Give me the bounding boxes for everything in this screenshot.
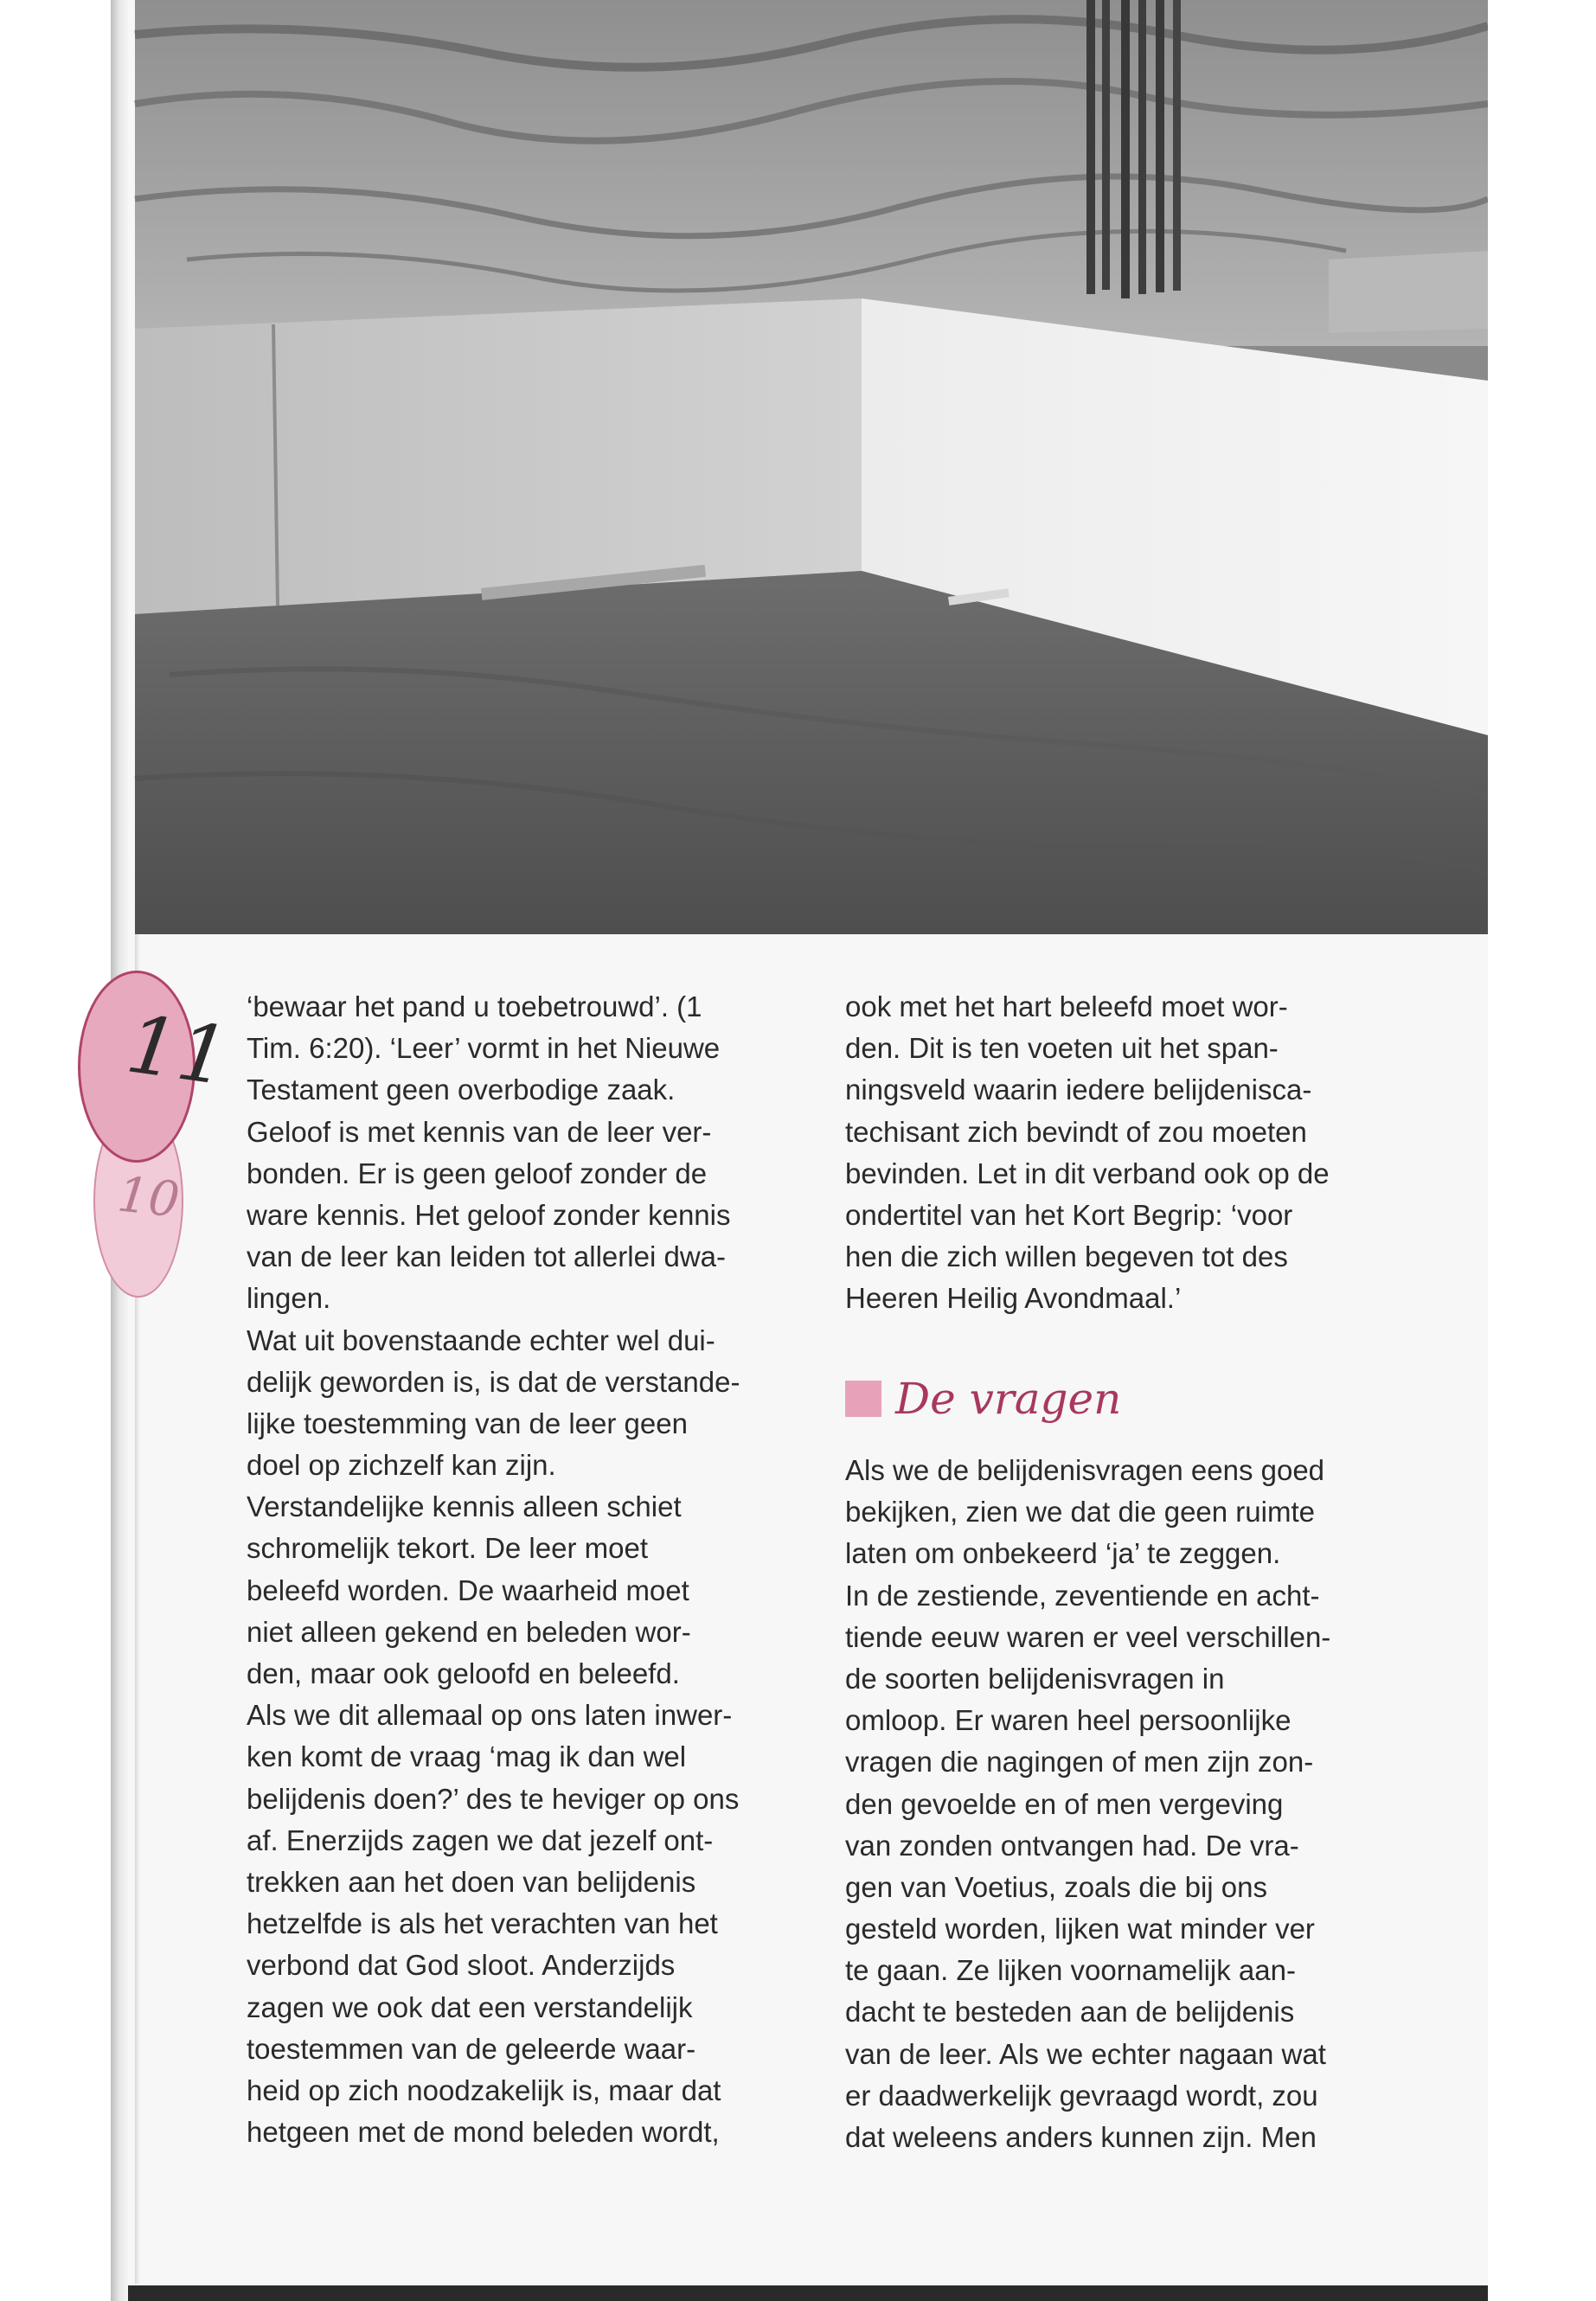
text-line: beleefd worden. De waarheid moet [247,1574,689,1606]
text-line: Heeren Heilig Avondmaal.’ [845,1282,1182,1315]
text-line: gen van Voetius, zoals die bij ons [845,1870,1267,1903]
section-heading [845,1368,1121,1429]
text-line: ware kennis. Het geloof zonder kennis [247,1198,731,1231]
chapter-tab-11 [78,971,234,1163]
text-line: Geloof is met kennis van de leer ver- [247,1115,712,1148]
text-line: Als we de belijdenisvragen eens goed [845,1454,1325,1486]
text-line: ningsveld waarin iedere belijdenisca- [845,1074,1312,1106]
text-line: In de zestiende, zeventiende en acht- [845,1579,1320,1612]
text-line: bekijken, zien we dat die geen ruimte [845,1496,1315,1529]
text-line: ken komt de vraag ‘mag ik dan wel [247,1740,687,1773]
text-line: delijk geworden is, is dat de verstande- [247,1365,740,1398]
text-line: Als we dit allemaal op ons laten inwer- [247,1699,733,1732]
heading-marker-square-icon [845,1381,881,1417]
text-line: hen die zich willen begeven tot des [845,1240,1288,1273]
text-line: den. Dit is ten voeten uit het span- [845,1032,1279,1065]
text-line: schromelijk tekort. De leer moet [247,1532,648,1565]
text-line: Verstandelijke kennis alleen schiet [247,1490,682,1523]
text-line: Wat uit bovenstaande echter wel dui- [247,1324,715,1356]
text-line: bevinden. Let in dit verband ook op de [845,1157,1330,1189]
scan-margin-left [0,0,112,2301]
text-line: Testament geen overbodige zaak. [247,1074,676,1106]
text-line: toestemmen van de geleerde waar- [247,2032,696,2065]
scan-margin-right [1488,0,1596,2301]
text-line: dacht te besteden aan de belijdenis [845,1996,1295,2029]
text-line: te gaan. Ze lijken voornamelijk aan- [845,1954,1296,1987]
chapter-tab-11-label: 11 [121,997,234,1104]
text-line: heid op zich noodzakelijk is, maar dat [247,2073,721,2106]
right-text-column-lower [845,1450,1416,2158]
text-line: van zonden ontvangen had. De vra- [845,1829,1299,1862]
text-line: zagen we ook dat een verstandelijk [247,1990,693,2023]
text-line: ook met het hart beleefd moet wor- [845,990,1288,1022]
text-line: van de leer kan leiden tot allerlei dwa- [247,1240,726,1273]
text-line: van de leer. Als we echter nagaan wat [845,2037,1326,2070]
text-line: vragen die nagingen of men zijn zon- [845,1746,1314,1779]
left-text-column [247,986,800,2153]
text-line: er daadwerkelijk gevraagd wordt, zou [845,2079,1318,2112]
text-line: gesteld worden, lijken wat minder ver [845,1913,1315,1945]
right-text-column-upper [845,986,1416,1320]
chapter-tab-10-label: 10 [114,1166,183,1229]
text-line: omloop. Er waren heel persoonlijke [845,1704,1292,1737]
text-line: doel op zichzelf kan zijn. [247,1449,556,1482]
text-line: den gevoelde en of men vergeving [845,1787,1284,1820]
page-bottom-edge [128,2285,1488,2301]
text-line: niet alleen gekend en beleden wor- [247,1615,691,1648]
photo-icon [135,0,1488,934]
text-line: trekken aan het doen van belijdenis [247,1865,696,1898]
text-line: bonden. Er is geen geloof zonder de [247,1157,708,1189]
text-line: laten om onbekeerd ‘ja’ te zeggen. [845,1537,1281,1570]
text-line: Tim. 6:20). ‘Leer’ vormt in het Nieuwe [247,1032,721,1065]
text-line: lingen. [247,1282,331,1315]
text-line: ondertitel van het Kort Begrip: ‘voor [845,1198,1293,1231]
text-line: belijdenis doen?’ des te heviger op ons [247,1782,740,1815]
text-line: dat weleens anders kunnen zijn. Men [845,2121,1317,2153]
text-line: tiende eeuw waren er veel verschillen- [845,1620,1331,1653]
text-line: lijke toestemming van de leer geen [247,1407,688,1439]
text-line: verbond dat God sloot. Anderzijds [247,1949,676,1982]
text-line: techisant zich bevindt of zou moeten [845,1115,1307,1148]
construction-site-photo [135,0,1488,934]
text-line: den, maar ook geloofd en beleefd. [247,1657,680,1689]
text-line: af. Enerzijds zagen we dat jezelf ont- [247,1823,714,1856]
text-line: hetzelfde is als het verachten van het [247,1907,718,1940]
text-line: ‘bewaar het pand u toebetrouwd’. (1 [247,990,702,1022]
text-line: hetgeen met de mond beleden wordt, [247,2116,720,2149]
text-line: de soorten belijdenisvragen in [845,1662,1225,1695]
section-heading-text: De vragen [895,1374,1122,1424]
